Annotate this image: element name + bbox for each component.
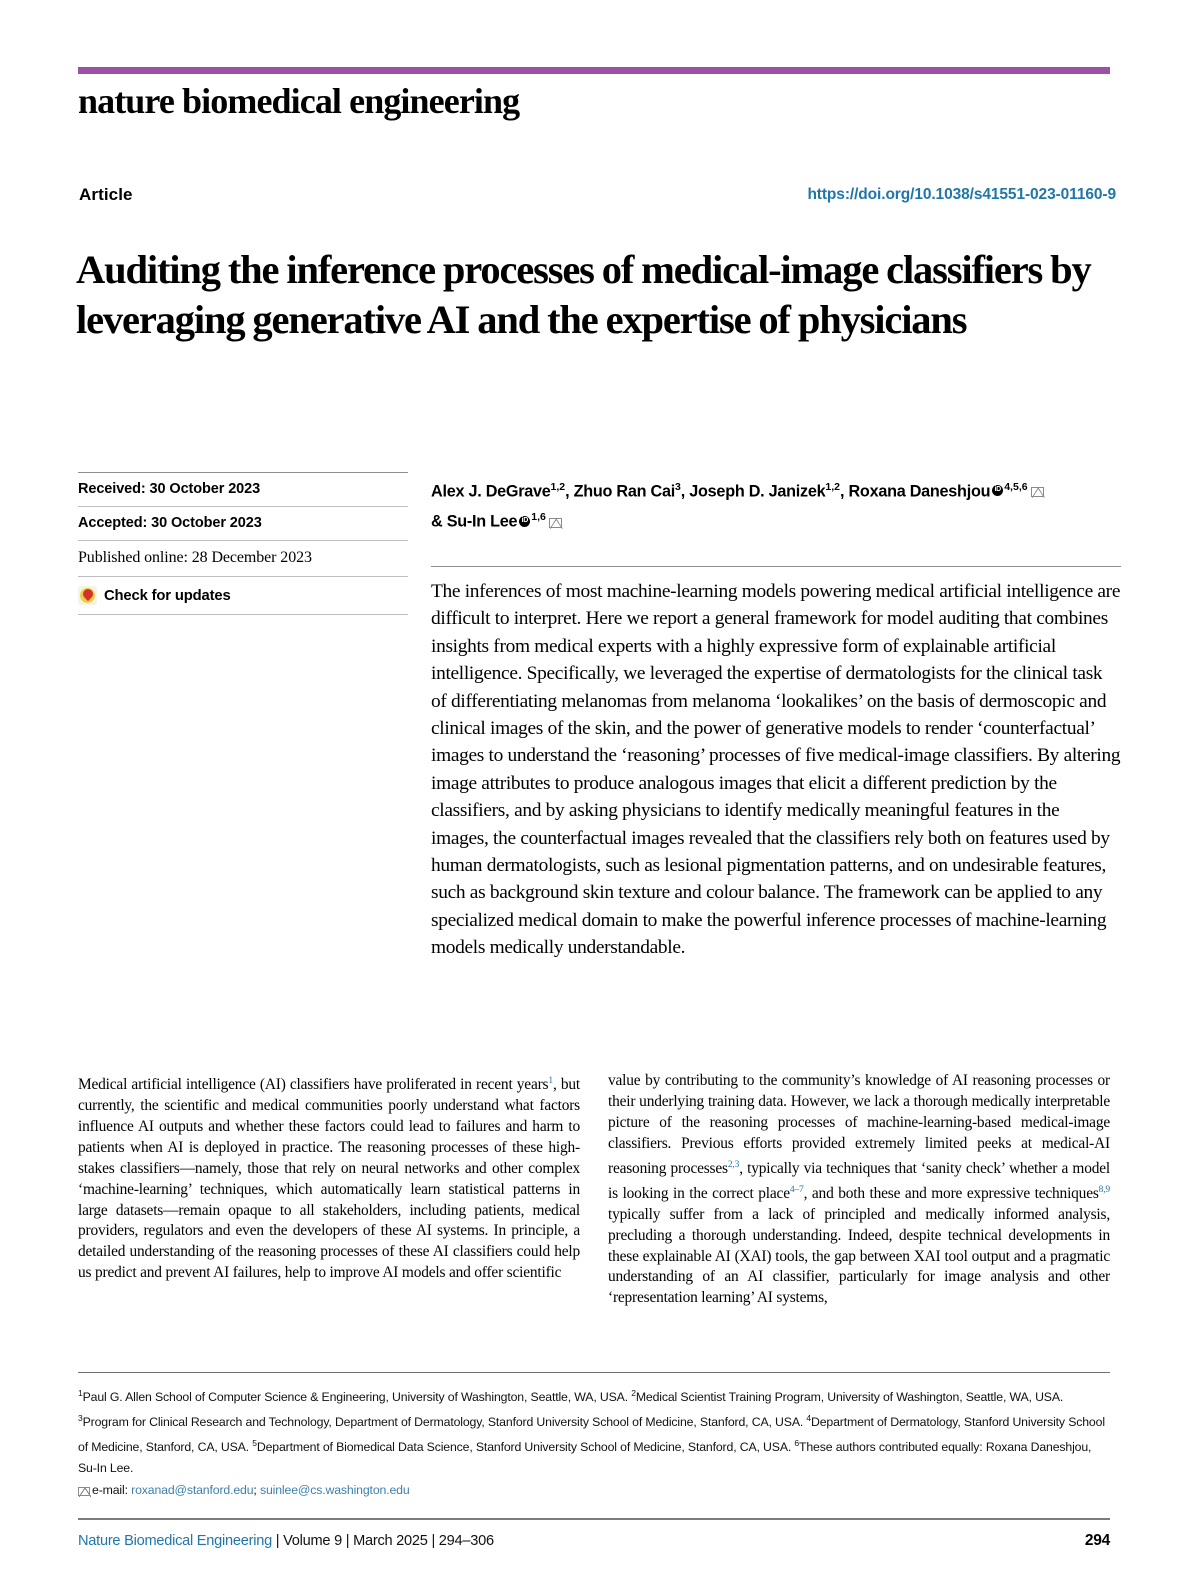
citation-ref[interactable]: 2,3 xyxy=(727,1159,740,1170)
email-icon[interactable] xyxy=(549,518,562,528)
affiliation-text: Medical Scientist Training Program, University of Washington, Seattle, WA, USA. xyxy=(635,1390,1064,1405)
published-date-row xyxy=(78,540,408,576)
body-text: value by contributing to the community’s knowledge of AI reasoning processes or their underlying training data. However, we lack a thorough medically interpretable picture of the reasoning processes of machine-learning-based medical-image classifiers. Previous efforts provided extremely limited peeks at medical-AI reasoning processes xyxy=(608,1072,1110,1177)
footer-journal-name: Nature Biomedical Engineering xyxy=(78,1533,272,1549)
author-affiliation-ref: 4,5,6 xyxy=(1004,481,1028,493)
orcid-icon[interactable] xyxy=(519,516,530,527)
body-text: typically suffer from a lack of principled and medically informed analysis, precluding a thorough understanding. Indeed, despite technical developments in these explainable AI (XAI) tools, the gap between XAI tool output and a pragmatic understanding of an AI classifier, particularly for image analysis and other ‘representation learning’ AI systems, xyxy=(608,1205,1110,1307)
page-title: Auditing the inference processes of medical-image classifiers by leveraging generative AI and the expertise of physicians xyxy=(76,247,1091,343)
publication-dates-panel xyxy=(78,472,408,615)
orcid-icon[interactable] xyxy=(992,485,1003,496)
email-label: e-mail: xyxy=(92,1483,132,1498)
body-text: , and both these and more expressive techniques xyxy=(803,1184,1099,1202)
affiliation-marker: 1 xyxy=(78,1388,83,1398)
footer-citation xyxy=(78,1533,494,1549)
author-list xyxy=(431,474,1121,535)
received-date: Received: 30 October 2023 xyxy=(78,481,261,497)
email-icon xyxy=(78,1487,90,1496)
body-text: , but currently, the scientific and medical communities poorly understand what factors influence AI outputs and whether these factors could lead to failures and harm to patients when AI is deployed in practice. The reasoning processes of these high-stakes classifiers—namely, those that rely on neural networks and other complex ‘machine-learning’ techniques, which automatically learn statistical patterns in large datasets—remain opaque to all stakeholders, including patients, medical providers, regulators and even the developers of these AI systems. In principle, a detailed understanding of the reasoning processes of these AI classifiers could help us predict and prevent AI failures, help to improve AI models and offer scientific xyxy=(78,1076,580,1282)
affiliation-marker: 4 xyxy=(806,1413,811,1424)
accepted-date-row xyxy=(78,506,408,540)
body-text: Medical artificial intelligence (AI) classifiers have proliferated in recent years xyxy=(78,1076,549,1094)
body-column-right xyxy=(608,1071,1110,1309)
received-date-row xyxy=(78,472,408,506)
email-link-suinlee[interactable]: suinlee@cs.washington.edu xyxy=(259,1483,410,1498)
author-name: , Zhuo Ran Cai xyxy=(565,482,675,501)
author-affiliation-ref: 1,2 xyxy=(550,481,566,493)
affiliations-block xyxy=(78,1372,1110,1501)
author-affiliation-ref: 1,2 xyxy=(825,481,840,493)
body-column-left xyxy=(78,1071,580,1309)
affiliation-text: These authors contributed equally: Roxana Daneshjou, Su-In Lee. xyxy=(78,1440,1092,1476)
accepted-date: Accepted: 30 October 2023 xyxy=(78,515,262,531)
affiliation-marker: 3 xyxy=(78,1413,83,1424)
affiliation-text: Department of Biomedical Data Science, Stanford University School of Medicine, Stanford, CA, USA. xyxy=(256,1440,795,1455)
article-type-label: Article xyxy=(79,185,133,204)
affiliation-text: Department of Dermatology, Stanford University School of Medicine, Stanford, CA, USA. xyxy=(78,1415,1105,1455)
affiliation-text: Paul G. Allen School of Computer Science & Engineering, University of Washington, Seattle, WA, USA. xyxy=(82,1390,632,1405)
affiliation-text: Program for Clinical Research and Technology, Department of Dermatology, Stanford University School of Medicine, Stanford, CA, USA. xyxy=(82,1415,807,1430)
check-for-updates-label: Check for updates xyxy=(104,587,231,604)
author-affiliation-ref: 1,6 xyxy=(531,511,546,524)
author-name: , Roxana Daneshjou xyxy=(840,482,991,501)
affiliation-marker: 6 xyxy=(794,1438,799,1449)
corresponding-email-line xyxy=(78,1480,1110,1501)
citation-ref[interactable]: 8,9 xyxy=(1098,1184,1110,1195)
check-for-updates-button[interactable] xyxy=(78,576,408,615)
author-name: Alex J. DeGrave xyxy=(431,482,551,501)
author-name: , Joseph D. Janizek xyxy=(680,482,826,501)
email-link-roxanad[interactable]: roxanad@stanford.edu xyxy=(131,1483,254,1498)
page-footer xyxy=(78,1518,1110,1550)
author-name: & Su-In Lee xyxy=(431,512,518,531)
affiliation-marker: 5 xyxy=(252,1438,257,1449)
page-number: 294 xyxy=(1084,1532,1110,1549)
body-columns xyxy=(78,1071,1110,1309)
abstract-text: The inferences of most machine-learning models powering medical artificial intelligence are difficult to interpret. Here we report a general framework for model auditing that combines insights from medical experts with a highly expressive form of explainable artificial intelligence. Specifically, we leveraged the expertise of dermatologists for the clinical task of differentiating melanomas from melanoma ‘lookalikes’ on the basis of dermoscopic and clinical images of the skin, and the power of generative models to render ‘counterfactual’ images to understand the ‘reasoning’ processes of five medical-image classifiers. By altering image attributes to produce analogous images that elicit a different prediction by the classifiers, and by asking physicians to identify medically meaningful features in the images, the counterfactual images revealed that the classifiers rely both on features used by human dermatologists, such as lesional pigmentation patterns, and on undesirable features, such as background skin texture and colour balance. The framework can be applied to any specialized medical domain to make the powerful inference processes of machine-learning models medically understandable. xyxy=(431,566,1121,962)
author-affiliation-ref: 3 xyxy=(674,481,681,493)
published-date: Published online: 28 December 2023 xyxy=(78,549,312,566)
affiliation-marker: 2 xyxy=(631,1388,636,1398)
brand-accent-bar xyxy=(78,67,1110,74)
citation-ref[interactable]: 1 xyxy=(548,1076,553,1086)
body-text: , typically via techniques that ‘sanity check’ whether a model is looking in the correct place xyxy=(608,1159,1110,1202)
crossmark-icon xyxy=(78,586,97,605)
citation-ref[interactable]: 4–7 xyxy=(789,1184,804,1195)
email-separator: ; xyxy=(253,1483,260,1498)
doi-link[interactable]: https://doi.org/10.1038/s41551-023-01160-9 xyxy=(807,186,1116,203)
footer-volume-info: | Volume 9 | March 2025 | 294–306 xyxy=(271,1533,494,1549)
email-icon[interactable] xyxy=(1031,487,1044,497)
journal-masthead-title: nature biomedical engineering xyxy=(78,81,520,121)
